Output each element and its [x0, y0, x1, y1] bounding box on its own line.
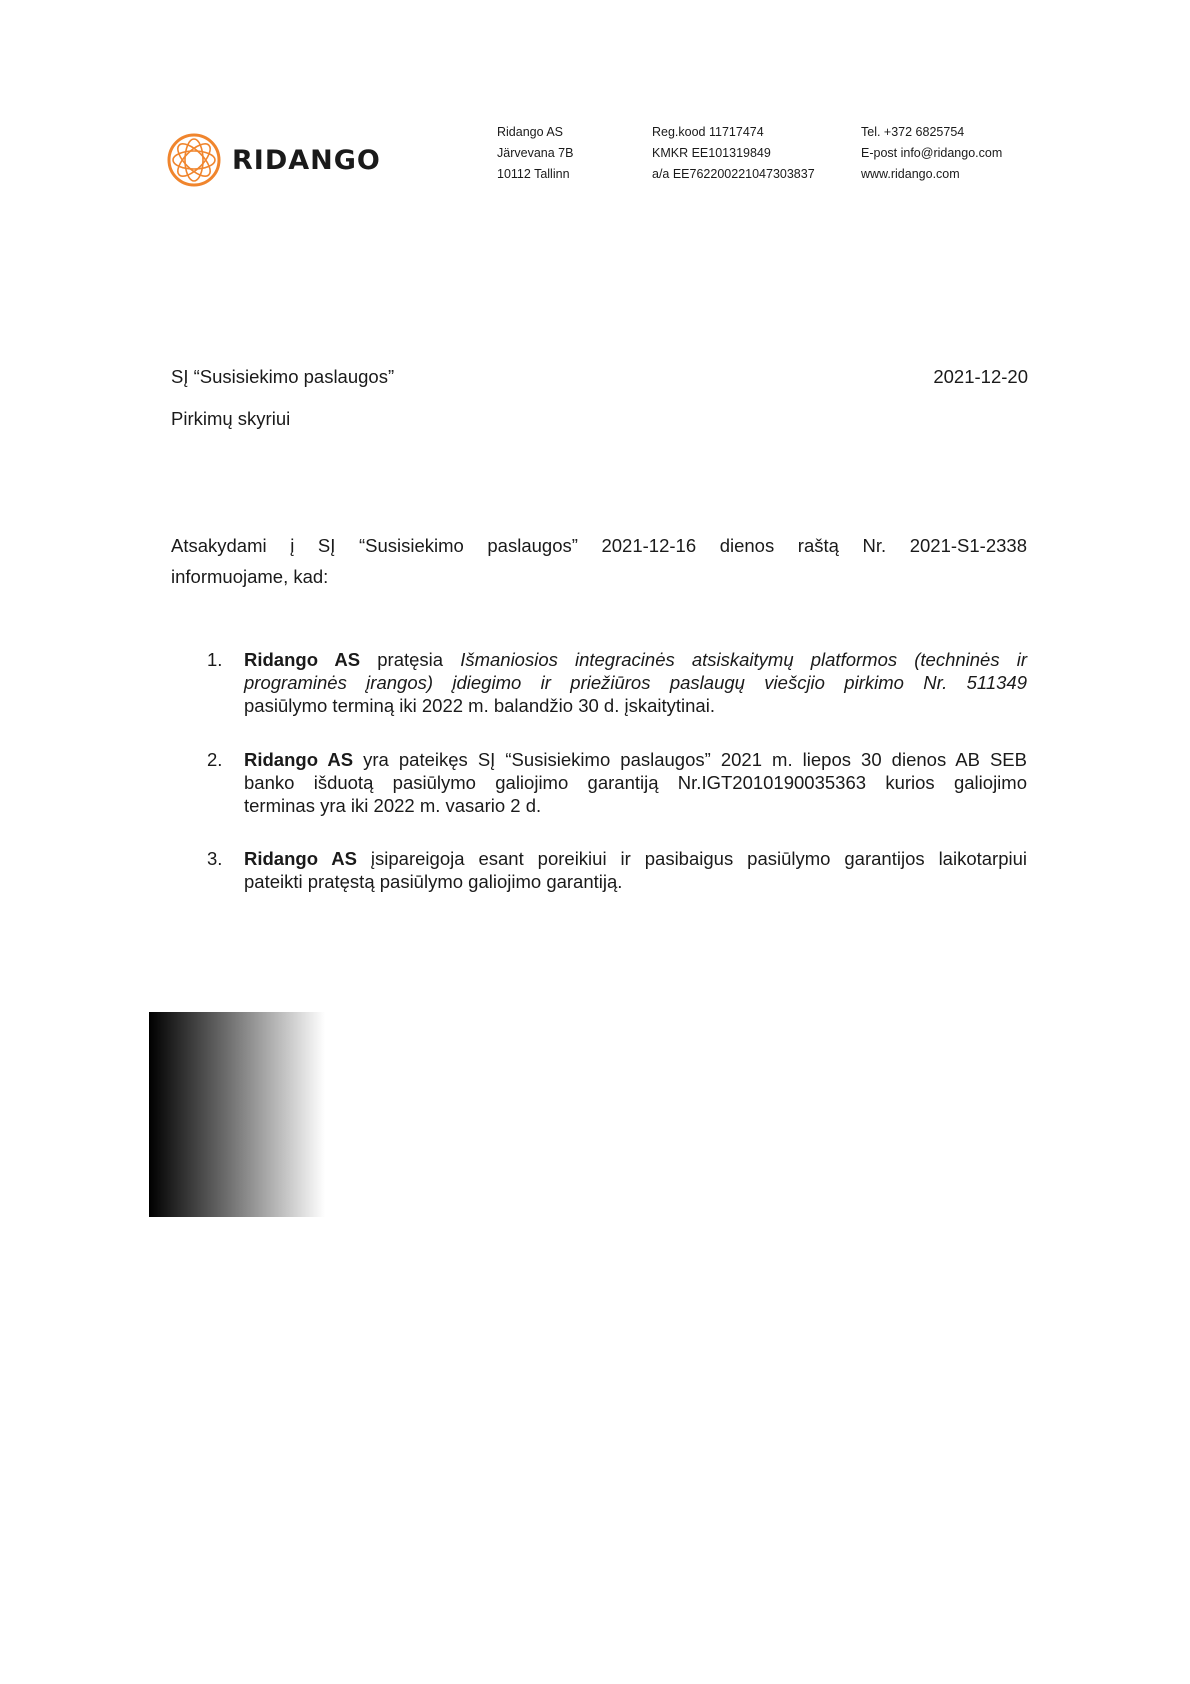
list-item: 1. Ridango AS pratęsia Išmaniosios integracinės atsiskaitymų platformos (techninės ir programinės įrangos) įdiegimo ir priežiūros paslaugų viešcjio pirkimo Nr. 511349 pasiūlymo terminą iki 2022 m. balandžio 30 d. įskaitytinai. [207, 649, 1027, 716]
email: E-post info@ridango.com [861, 146, 1003, 160]
company-bold: Ridango AS [244, 649, 361, 670]
ridango-emblem-icon [166, 132, 222, 188]
company-street: Järvevana 7B [497, 146, 574, 160]
recipient: SĮ “Susisiekimo paslaugos” [171, 366, 395, 387]
logo-wordmark: RIDANGO [232, 144, 381, 176]
list-item: 2. Ridango AS yra pateikęs SĮ “Susisiekimo paslaugos” 2021 m. liepos 30 dienos AB SEB banko išduotą pasiūlymo galiojimo garantiją Nr.IGT2010190035363 kurios galiojimo terminas yra iki 2022 m. vasario 2 d. [207, 749, 1027, 816]
signature-redaction-gradient [149, 1012, 325, 1217]
recipient-department: Pirkimų skyriui [171, 408, 291, 429]
procurement-title: programinės įrangos) įdiegimo ir priežiūros paslaugų viešcjio pirkimo Nr. 511349 [244, 672, 1027, 693]
procurement-title: Išmaniosios integracinės atsiskaitymų platformos (techninės ir [460, 649, 1027, 670]
vat-number: KMKR EE101319849 [652, 146, 771, 160]
list-number: 1. [207, 649, 223, 670]
company-bold: Ridango AS [244, 749, 354, 770]
intro-line: informuojame, kad: [171, 566, 329, 587]
intro-paragraph [171, 530, 1027, 592]
intro-line: Atsakydami į SĮ “Susisiekimo paslaugos” 2021-12-16 dienos raštą Nr. 2021-S1-2338 [171, 535, 1027, 556]
list-number: 2. [207, 749, 223, 770]
company-registry-block [652, 122, 815, 185]
company-bold: Ridango AS [244, 848, 357, 869]
company-name: Ridango AS [497, 125, 564, 139]
registry-code: Reg.kood 11717474 [652, 125, 764, 139]
bank-account: a/a EE762200221047303837 [652, 167, 815, 181]
phone: Tel. +372 6825754 [861, 125, 965, 139]
company-logo [166, 132, 381, 188]
list-number: 3. [207, 848, 223, 869]
company-address-block [497, 122, 573, 185]
list-item: 3. Ridango AS įsipareigoja esant poreikiui ir pasibaigus pasiūlymo garantijos laikotarpiui pateikti pratęstą pasiūlymo galiojimo garantiją. [207, 848, 1027, 892]
website: www.ridango.com [861, 167, 960, 181]
letter-date: 2021-12-20 [933, 366, 1028, 387]
company-contact-block [861, 122, 1002, 185]
company-city: 10112 Tallinn [497, 167, 570, 181]
